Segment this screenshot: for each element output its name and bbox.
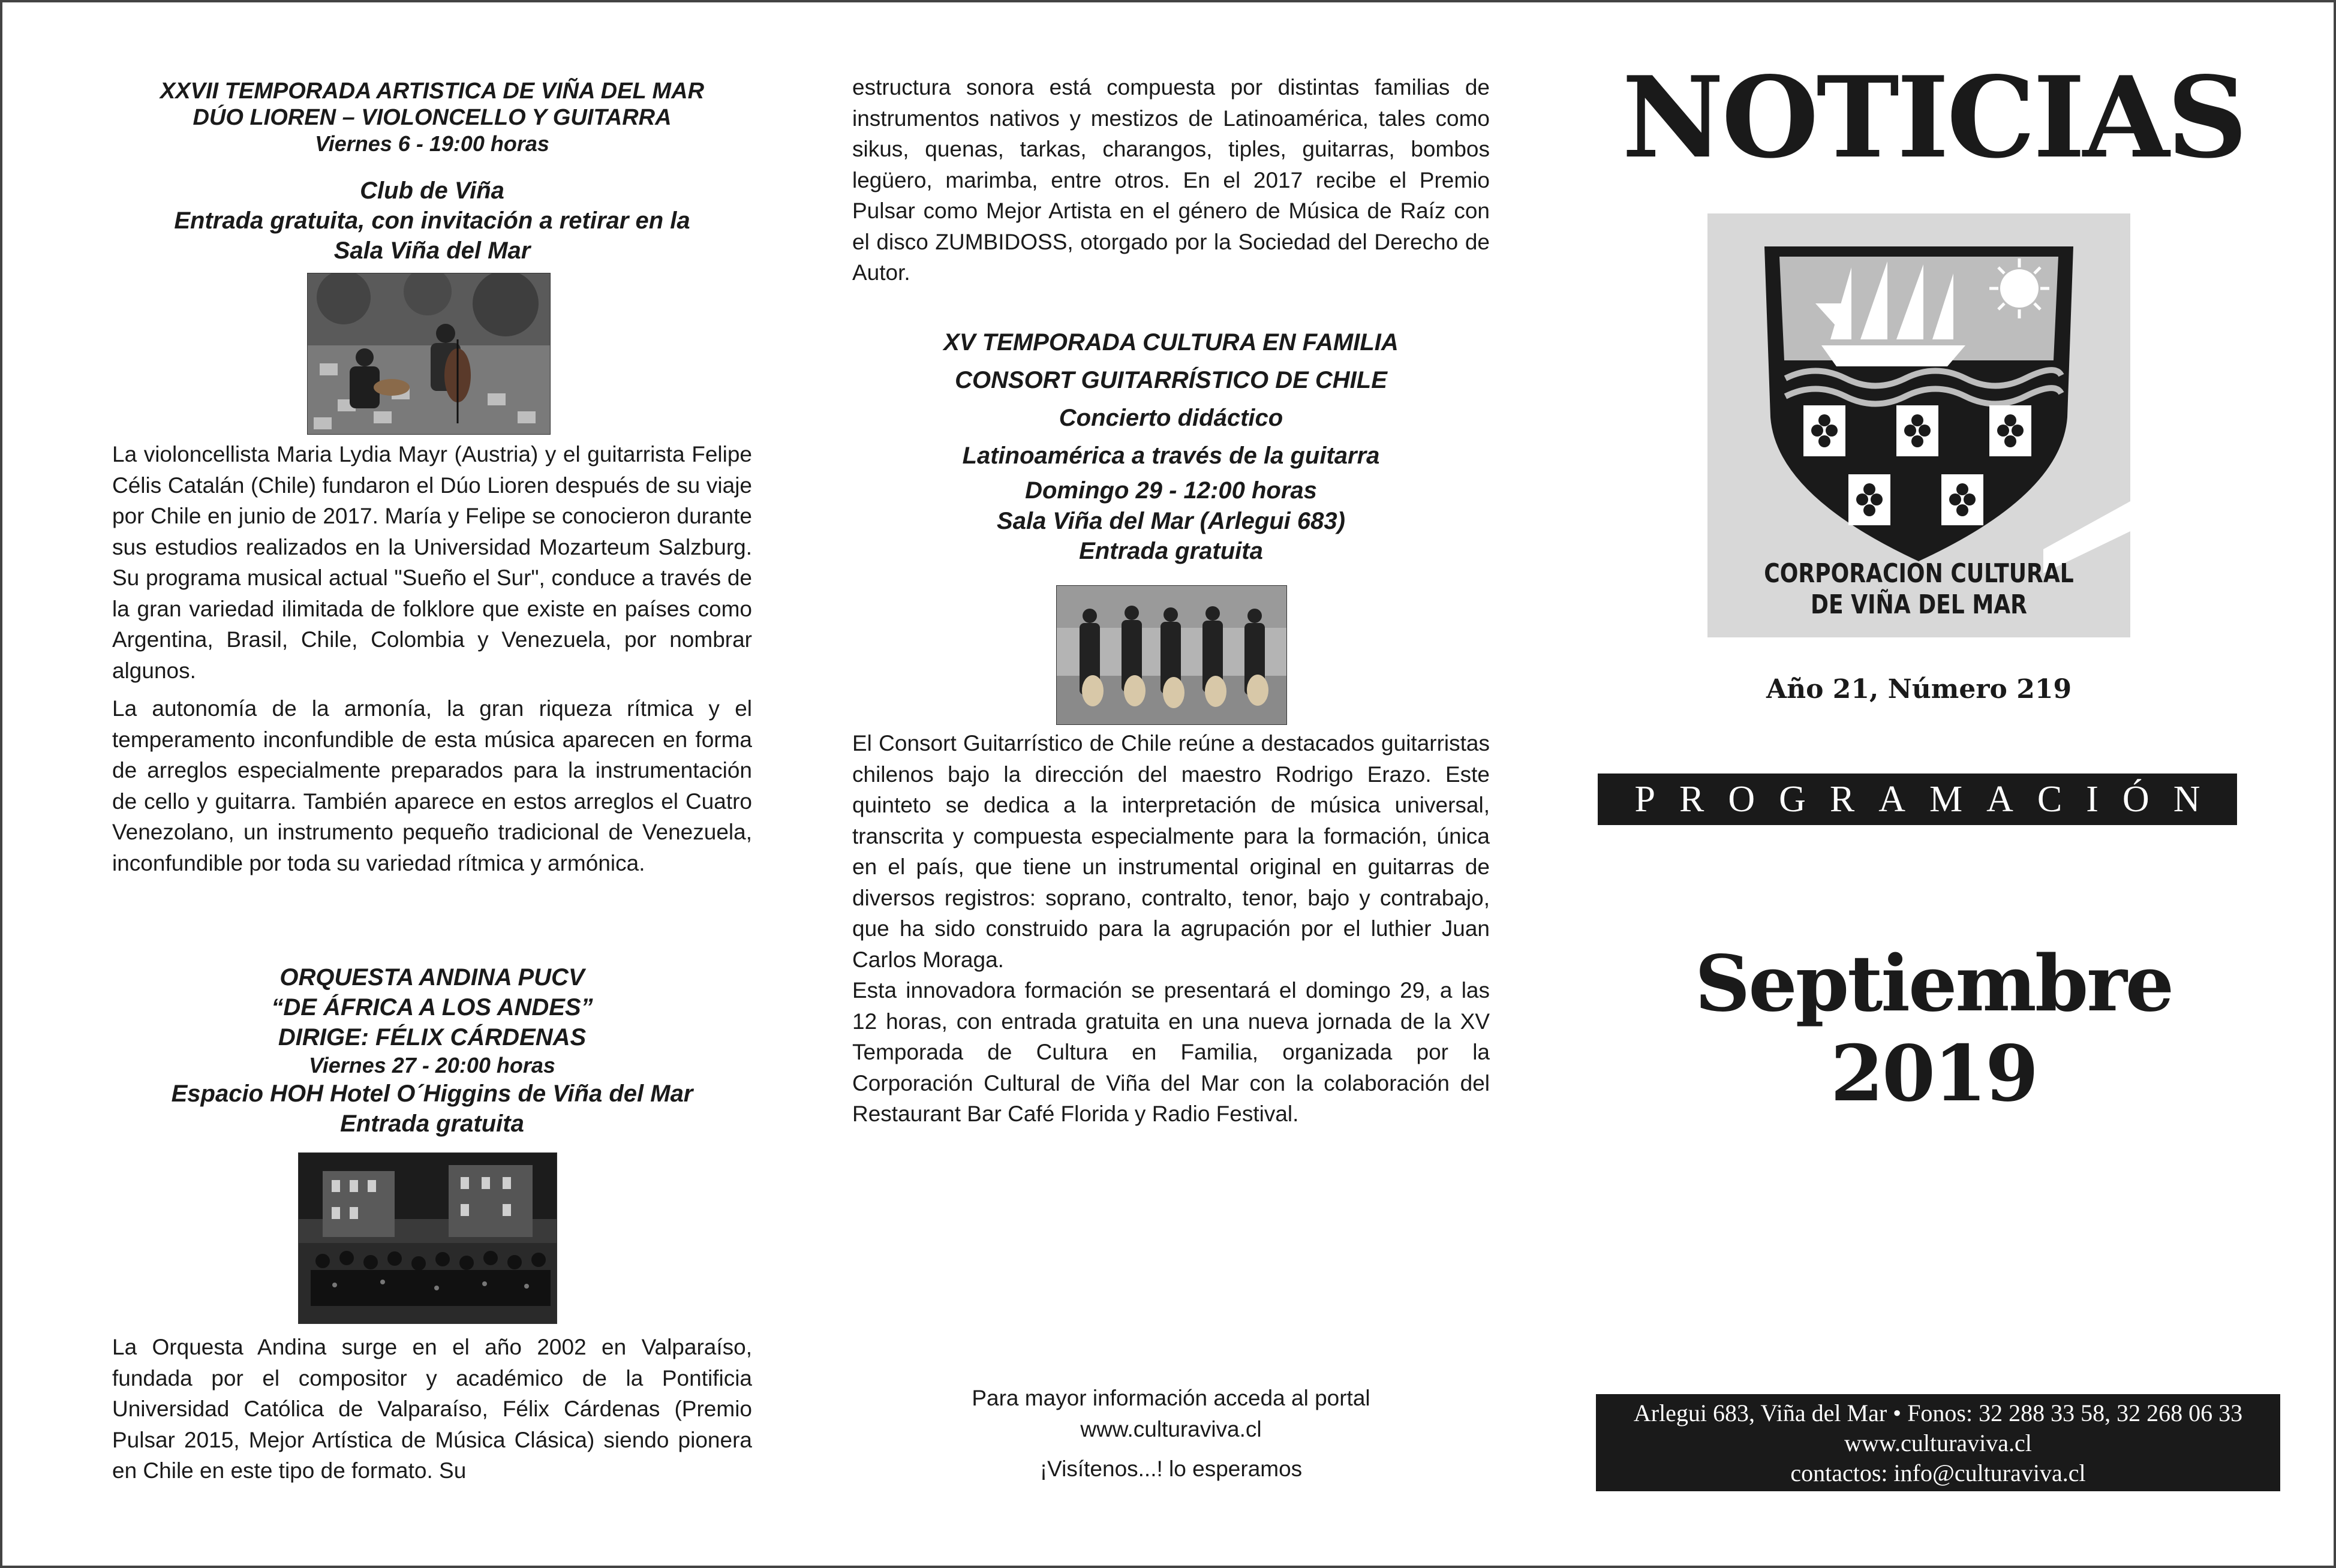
event1-header — [112, 78, 752, 157]
event3-title-line1: XV TEMPORADA CULTURA EN FAMILIA — [943, 329, 1399, 356]
footer-note — [852, 1383, 1490, 1485]
event1-venue-line2: Entrada gratuita, con invitación a retirar en la — [174, 207, 690, 234]
contact-address-phones: Arlegui 683, Viña del Mar • Fonos: 32 288 33 58, 32 268 06 33 — [1633, 1400, 2243, 1426]
event3-subtitle1: Concierto didáctico — [1059, 405, 1283, 431]
logo-wordmark — [1745, 558, 2092, 621]
contact-info-bar — [1596, 1394, 2280, 1491]
event2-paragraph2: estructura sonora está compuesta por distintas familias de instrumentos nativos y mestizos de Latinoamérica, tales como sikus, quenas, tarkas, charangos, tiples, guitarras, bombos legüero, marimba, entre otros. En el 2017 recibe el Premio Pulsar como Mejor Artista en el género de Música de Raíz con el disco ZUMBIDOSS, otorgado por la Sociedad del Derecho de Autor. — [852, 75, 1490, 285]
event2-title-line2: “DE ÁFRICA A LOS ANDES” — [271, 994, 593, 1021]
event3-body — [852, 728, 1490, 1130]
event3-header — [852, 324, 1490, 566]
masthead-title: NOTICIAS — [1622, 52, 2245, 183]
duo-photo-illustration — [308, 273, 550, 434]
event2-venue: Espacio HOH Hotel O´Higgins de Viña del Mar — [171, 1081, 693, 1107]
event3-subtitle2: Latinoamérica a través de la guitarra — [962, 443, 1380, 469]
footer-note-url[interactable]: www.culturaviva.cl — [1080, 1417, 1262, 1441]
event3-date: Domingo 29 - 12:00 horas — [1025, 477, 1317, 504]
contact-website[interactable]: www.culturaviva.cl — [1844, 1429, 2032, 1456]
event2-title-line3: DIRIGE: FÉLIX CÁRDENAS — [278, 1024, 587, 1051]
corporacion-logo — [1707, 213, 2130, 637]
event1-paragraph2: La autonomía de la armonía, la gran riqueza rítmica y el temperamento inconfundible de esta música aparecen en forma de arreglos especialmente preparados para la instrumentación de cello y guitarra. También aparece en estos arreglos el Cuatro Venezolano, un instrumento pequeño tradicional de Venezuela, inconfundible por toda su variedad rítmica y armónica. — [112, 696, 752, 875]
event3-title-line2: CONSORT GUITARRÍSTICO DE CHILE — [955, 367, 1387, 393]
logo-line2: DE VIÑA DEL MAR — [1811, 589, 2027, 620]
edition-month: Septiembre 2019 — [1694, 939, 2173, 1119]
event3-paragraph1: El Consort Guitarrístico de Chile reúne a destacados guitarristas chilenos bajo la dirección del maestro Rodrigo Erazo. Este quinteto se dedica a la interpretación de música universal, transcrita y compuesta especialmente para la formación, única en el país, que tiene un instrumental original en guitarras de diversos registros: soprano, contralto, tenor, bajo y contrabajo, que ha sido construido para la agrupación por el luthier Juan Carlos Moraga. — [852, 731, 1490, 972]
quintet-photo-illustration — [1057, 586, 1286, 724]
event1-body — [112, 439, 752, 878]
orchestra-photo-illustration — [299, 1153, 557, 1323]
footer-note-line3: ¡Visítenos...! lo esperamos — [1039, 1456, 1303, 1481]
event1-title-line1: XXVII TEMPORADA ARTISTICA DE VIÑA DEL MAR — [160, 79, 705, 104]
event2-entry: Entrada gratuita — [340, 1110, 524, 1137]
event2-body-part1 — [112, 1332, 752, 1486]
event3-venue: Sala Viña del Mar (Arlegui 683) — [997, 508, 1345, 534]
logo-line1: CORPORACION CULTURAL — [1764, 558, 2074, 589]
event1-date: Viernes 6 - 19:00 horas — [315, 131, 549, 156]
duo-lioren-photo — [307, 273, 551, 435]
event2-paragraph1: La Orquesta Andina surge en el año 2002 en Valparaíso, fundada por el compositor y académico de la Pontificia Universidad Católica de Valparaíso, Félix Cárdenas (Premio Pulsar 2015, Mejor Artística de Música Clásica) siendo pionera en Chile en este tipo de formato. Su — [112, 1335, 752, 1483]
event2-title-line1: ORQUESTA ANDINA PUCV — [279, 964, 585, 991]
issue-number: Año 21, Número 219 — [1766, 674, 2072, 705]
event1-paragraph1: La violoncellista Maria Lydia Mayr (Austria) y el guitarrista Felipe Célis Catalán (Chile) fundaron el Dúo Lioren después de su viaje por Chile en junio de 2017. María y Felipe se conocieron durante sus estudios realizados en la Universidad Mozarteum Salzburg. Su programa musical actual "Sueño el Sur", conduce a través de la gran variedad ilimitada de folklore que existe en países como Argentina, Brasil, Chile, Colombia y Venezuela, por nombrar algunos. — [112, 442, 752, 683]
event3-entry: Entrada gratuita — [1079, 538, 1263, 564]
footer-note-line1: Para mayor información acceda al portal — [972, 1386, 1370, 1410]
section-banner: PROGRAMACIÓN — [1598, 774, 2237, 825]
consort-guitarristico-photo — [1056, 585, 1287, 725]
event2-header — [112, 962, 752, 1139]
orquesta-andina-photo — [298, 1152, 557, 1324]
contact-email[interactable]: contactos: info@culturaviva.cl — [1790, 1459, 2086, 1486]
event1-venue — [112, 176, 752, 266]
event3-paragraph2: Esta innovadora formación se presentará el domingo 29, a las 12 horas, con entrada gratuita en una nueva jornada de la XV Temporada de Cultura en Familia, organizada por la Corporación Cultural de Viña del Mar con la colaboración del Restaurant Bar Café Florida y Radio Festival. — [852, 978, 1490, 1126]
event2-date: Viernes 27 - 20:00 horas — [309, 1053, 555, 1078]
event1-venue-line3: Sala Viña del Mar — [333, 237, 531, 264]
event2-body-part2 — [852, 72, 1490, 288]
event1-venue-line1: Club de Viña — [360, 177, 504, 204]
event1-title-line2: DÚO LIOREN – VIOLONCELLO Y GUITARRA — [193, 105, 672, 130]
